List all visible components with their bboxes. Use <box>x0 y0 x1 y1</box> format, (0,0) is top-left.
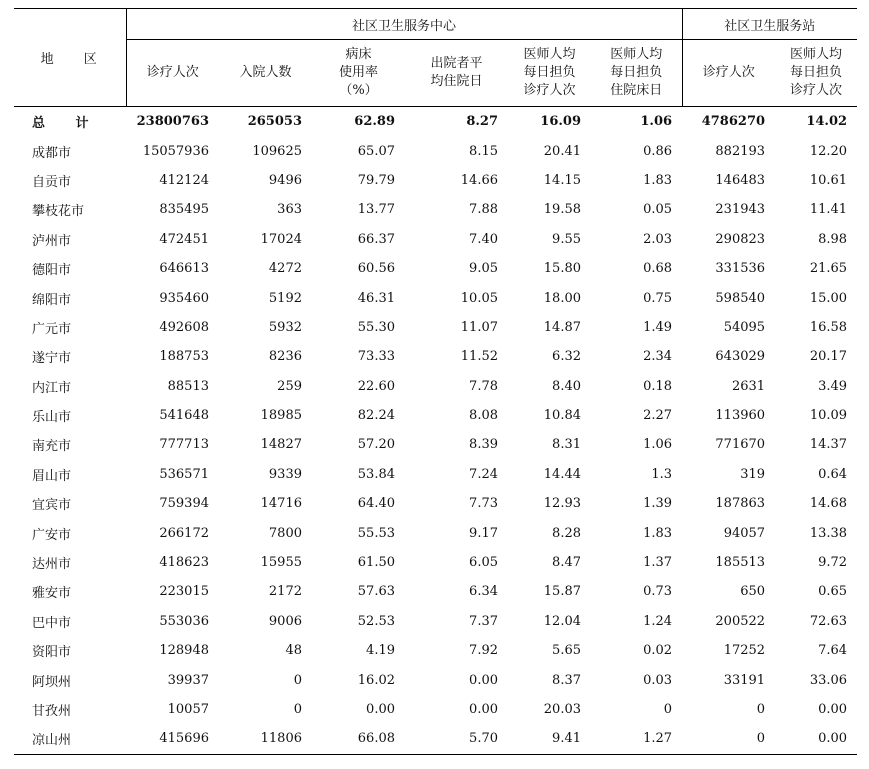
table-cell: 14716 <box>260 496 302 512</box>
row-label: 资阳市 <box>32 645 72 661</box>
table-cell: 0.64 <box>818 466 848 482</box>
row-label: 广安市 <box>32 527 72 543</box>
table-cell: 8.28 <box>552 525 581 541</box>
row-label: 宜宾市 <box>32 498 72 514</box>
table-row <box>14 607 857 636</box>
group-header-station: 社区卫生服务站 <box>682 9 857 40</box>
table-cell: 22.60 <box>357 378 395 394</box>
table-cell: 0 <box>293 672 302 688</box>
table-cell: 8.31 <box>552 437 581 453</box>
table-cell: 7.24 <box>469 466 498 482</box>
table-cell: 55.30 <box>357 319 395 335</box>
table-cell: 79.79 <box>357 172 395 188</box>
table-cell: 0 <box>682 724 775 754</box>
table-cell: 14.02 <box>806 114 848 130</box>
table-cell: 6.32 <box>552 349 581 365</box>
table-cell: 5.65 <box>552 643 581 659</box>
table-cell: 9.05 <box>469 261 498 277</box>
table-cell: 0.00 <box>775 724 857 754</box>
table-cell: 363 <box>277 202 302 218</box>
table-cell: 9496 <box>268 172 302 188</box>
table-cell: 0.00 <box>469 672 498 688</box>
table-cell: 8.47 <box>552 555 581 571</box>
table-row <box>14 430 857 459</box>
table-cell: 0.05 <box>643 202 673 218</box>
table-cell: 412124 <box>159 172 209 188</box>
table-cell: 64.40 <box>357 496 395 512</box>
table-cell: 15.80 <box>543 261 581 277</box>
table-row <box>14 695 857 724</box>
table-cell: 15057936 <box>142 143 209 159</box>
table-cell: 61.50 <box>357 555 395 571</box>
table-row <box>14 254 857 283</box>
table-cell: 62.89 <box>354 114 395 130</box>
table-cell: 16.02 <box>357 672 395 688</box>
table-cell: 20.41 <box>543 143 581 159</box>
table-cell: 259 <box>277 378 302 394</box>
table-cell: 882193 <box>715 143 766 159</box>
table-cell: 5192 <box>268 290 302 306</box>
table-cell: 0.75 <box>643 290 673 306</box>
table-cell: 12.93 <box>543 496 581 512</box>
table-cell: 0.68 <box>643 261 673 277</box>
table-cell: 6.34 <box>469 584 498 600</box>
table-cell: 53.84 <box>357 466 395 482</box>
row-label: 甘孜州 <box>32 704 72 719</box>
table-cell: 72.63 <box>809 613 848 629</box>
table-cell: 8.15 <box>469 143 498 159</box>
table-cell: 15955 <box>260 555 302 571</box>
table-cell: 1.83 <box>643 525 673 541</box>
table-cell: 598540 <box>715 290 766 306</box>
table-row <box>14 577 857 606</box>
table-cell: 14.66 <box>460 172 498 188</box>
row-label: 乐山市 <box>32 410 72 426</box>
table-cell: 185513 <box>715 555 766 571</box>
table-cell: 10.84 <box>543 408 581 424</box>
table-cell: 643029 <box>715 349 766 365</box>
table-cell: 1.49 <box>643 319 673 335</box>
table-row <box>14 225 857 254</box>
table-cell: 128948 <box>159 643 209 659</box>
table-cell: 835495 <box>159 202 209 218</box>
table-cell: 19.58 <box>543 202 581 218</box>
table-cell: 9.55 <box>552 231 581 247</box>
table-cell: 0.00 <box>818 702 848 717</box>
table-cell: 0.86 <box>643 143 673 159</box>
table-cell: 2172 <box>268 584 302 600</box>
table-cell: 1.24 <box>643 613 673 629</box>
table-row <box>14 460 857 489</box>
header-column-row <box>14 40 857 107</box>
table-cell: 57.63 <box>357 584 395 600</box>
table-row <box>14 136 857 165</box>
table-cell: 13.38 <box>809 525 848 541</box>
table-cell: 8.98 <box>818 231 848 247</box>
table-cell: 0.00 <box>469 702 498 717</box>
table-cell: 319 <box>740 466 766 482</box>
column-header: 入院人数 <box>219 40 312 107</box>
region-column-header: 地 区 <box>14 9 126 107</box>
table-cell: 73.33 <box>357 349 395 365</box>
table-cell: 231943 <box>715 202 766 218</box>
row-label: 广元市 <box>32 321 72 337</box>
table-cell: 492608 <box>159 319 209 335</box>
table-cell: 14.15 <box>543 172 581 188</box>
row-label: 雅安市 <box>32 586 72 602</box>
table-cell: 0.18 <box>643 378 673 394</box>
header-group-row <box>14 9 857 40</box>
table-row <box>14 665 857 694</box>
table-cell: 10057 <box>167 702 209 717</box>
table-cell: 18.00 <box>543 290 581 306</box>
table-cell: 541648 <box>159 408 209 424</box>
table-row <box>14 518 857 547</box>
table-cell: 21.65 <box>809 261 848 277</box>
table-cell: 39937 <box>167 672 209 688</box>
table-cell: 60.56 <box>357 261 395 277</box>
table-cell: 52.53 <box>357 613 395 629</box>
table-row <box>14 195 857 224</box>
table-cell: 33.06 <box>809 672 848 688</box>
table-cell: 11806 <box>219 724 312 754</box>
table-row <box>14 636 857 665</box>
table-cell: 4272 <box>268 261 302 277</box>
column-header: 医师人均 每日担负 诊疗人次 <box>508 40 591 107</box>
row-label: 眉山市 <box>32 468 72 484</box>
table-cell: 11.52 <box>460 349 498 365</box>
table-cell: 290823 <box>715 231 766 247</box>
table-cell: 0 <box>663 702 673 717</box>
table-cell: 14.87 <box>543 319 581 335</box>
table-cell: 1.06 <box>643 437 673 453</box>
table-body <box>14 107 857 755</box>
table-cell: 1.06 <box>640 114 673 130</box>
table-cell: 10.05 <box>460 290 498 306</box>
table-cell: 11.41 <box>809 202 848 218</box>
table-row-total <box>14 107 857 137</box>
column-header: 出院者平 均住院日 <box>405 40 508 107</box>
row-label: 南充市 <box>32 439 72 455</box>
row-label: 达州市 <box>32 557 72 573</box>
table-row <box>14 724 857 754</box>
table-cell: 7.78 <box>469 378 498 394</box>
table-cell: 4786270 <box>701 114 766 130</box>
table-cell: 7.40 <box>469 231 498 247</box>
table-row <box>14 489 857 518</box>
table-cell: 66.08 <box>312 724 405 754</box>
table-cell: 418623 <box>159 555 209 571</box>
table-cell: 10.61 <box>809 172 848 188</box>
column-header: 诊疗人次 <box>682 40 775 107</box>
table-cell: 8236 <box>268 349 302 365</box>
column-header: 医师人均 每日担负 住院床日 <box>591 40 682 107</box>
table-cell: 113960 <box>715 408 766 424</box>
group-header-center: 社区卫生服务中心 <box>126 9 682 40</box>
table-cell: 4.19 <box>366 643 395 659</box>
table-cell: 14.68 <box>809 496 848 512</box>
table-cell: 15.00 <box>809 290 848 306</box>
row-label: 内江市 <box>32 380 72 396</box>
table-row <box>14 342 857 371</box>
table-cell: 18985 <box>260 408 302 424</box>
table-cell: 223015 <box>159 584 209 600</box>
table-cell: 8.27 <box>466 114 498 130</box>
table-cell: 1.27 <box>591 724 682 754</box>
table-cell: 0.73 <box>643 584 673 600</box>
table-row <box>14 401 857 430</box>
table-cell: 187863 <box>715 496 766 512</box>
table-row <box>14 372 857 401</box>
table-cell: 20.03 <box>543 702 581 717</box>
table-cell: 0 <box>756 702 766 717</box>
table-cell: 7.37 <box>469 613 498 629</box>
table-cell: 57.20 <box>357 437 395 453</box>
table-cell: 9.17 <box>469 525 498 541</box>
table-cell: 12.20 <box>809 143 848 159</box>
table-cell: 33191 <box>723 672 766 688</box>
table-cell: 16.09 <box>540 114 581 130</box>
table-cell: 0.03 <box>643 672 673 688</box>
column-header: 医师人均 每日担负 诊疗人次 <box>775 40 857 107</box>
table-cell: 8.40 <box>552 378 581 394</box>
table-cell: 14.44 <box>543 466 581 482</box>
table-cell: 265053 <box>247 114 302 130</box>
table-cell: 46.31 <box>357 290 395 306</box>
table-cell: 7.92 <box>469 643 498 659</box>
table-cell: 331536 <box>715 261 766 277</box>
table-cell: 15.87 <box>543 584 581 600</box>
table-cell: 1.39 <box>643 496 673 512</box>
table-cell: 65.07 <box>357 143 395 159</box>
table-row <box>14 313 857 342</box>
row-label: 阿坝州 <box>32 674 72 690</box>
table-cell: 17024 <box>260 231 302 247</box>
table-cell: 7.88 <box>469 202 498 218</box>
table-cell: 5.70 <box>405 724 508 754</box>
table-cell: 771670 <box>715 437 766 453</box>
table-cell: 0.00 <box>366 702 395 717</box>
table-cell: 2.27 <box>643 408 673 424</box>
table-cell: 14.37 <box>809 437 848 453</box>
row-label: 绵阳市 <box>32 292 72 308</box>
row-label: 攀枝花市 <box>32 204 85 220</box>
table-cell: 11.07 <box>460 319 498 335</box>
table-cell: 7.73 <box>469 496 498 512</box>
table-cell: 7800 <box>268 525 302 541</box>
table-cell: 8.39 <box>469 437 498 453</box>
row-label: 德阳市 <box>32 263 72 279</box>
row-label: 遂宁市 <box>32 351 72 367</box>
table-cell: 2.03 <box>643 231 673 247</box>
row-label: 总 计 <box>32 116 102 132</box>
table-cell: 2631 <box>731 378 766 394</box>
table-cell: 9.41 <box>508 724 591 754</box>
table-cell: 266172 <box>159 525 209 541</box>
table-row <box>14 166 857 195</box>
table-cell: 48 <box>285 643 302 659</box>
row-label: 凉山州 <box>14 724 126 754</box>
row-label: 巴中市 <box>32 615 72 631</box>
table-cell: 1.37 <box>643 555 673 571</box>
table-cell: 0.65 <box>818 584 848 600</box>
table-cell: 6.05 <box>469 555 498 571</box>
table-cell: 12.04 <box>543 613 581 629</box>
table-cell: 0.02 <box>643 643 673 659</box>
table-cell: 88513 <box>167 378 209 394</box>
table-cell: 82.24 <box>357 408 395 424</box>
table-cell: 66.37 <box>357 231 395 247</box>
table-cell: 935460 <box>159 290 209 306</box>
table-cell: 9.72 <box>818 555 848 571</box>
table-cell: 10.09 <box>809 408 848 424</box>
health-stats-table <box>14 8 857 755</box>
table-cell: 16.58 <box>809 319 848 335</box>
table-cell: 14827 <box>260 437 302 453</box>
table-cell: 23800763 <box>136 114 209 130</box>
table-cell: 536571 <box>159 466 209 482</box>
table-cell: 415696 <box>126 724 219 754</box>
row-label: 泸州市 <box>32 233 72 249</box>
table-cell: 759394 <box>159 496 209 512</box>
table-cell: 3.49 <box>818 378 848 394</box>
table-cell: 777713 <box>159 437 209 453</box>
table-cell: 54095 <box>723 319 766 335</box>
table-cell: 94057 <box>723 525 766 541</box>
table-cell: 8.08 <box>469 408 498 424</box>
table-cell: 2.34 <box>643 349 673 365</box>
table-cell: 13.77 <box>357 202 395 218</box>
table-cell: 5932 <box>268 319 302 335</box>
table-row <box>14 283 857 312</box>
table-cell: 109625 <box>252 143 302 159</box>
row-label: 成都市 <box>32 145 72 161</box>
table-cell: 472451 <box>159 231 209 247</box>
row-label: 自贡市 <box>32 174 72 190</box>
table-cell: 9339 <box>268 466 302 482</box>
table-cell: 553036 <box>159 613 209 629</box>
table-cell: 200522 <box>715 613 766 629</box>
table-cell: 8.37 <box>552 672 581 688</box>
table-cell: 188753 <box>159 349 209 365</box>
table-cell: 7.64 <box>818 643 848 659</box>
table-cell: 55.53 <box>357 525 395 541</box>
table-cell: 646613 <box>159 261 209 277</box>
table-cell: 17252 <box>723 643 766 659</box>
table-cell: 0 <box>293 702 302 717</box>
column-header: 病床 使用率 （%） <box>312 40 405 107</box>
column-header: 诊疗人次 <box>126 40 219 107</box>
table-cell: 650 <box>740 584 766 600</box>
table-cell: 9006 <box>268 613 302 629</box>
table-row <box>14 548 857 577</box>
table-cell: 1.3 <box>651 466 673 482</box>
table-cell: 1.83 <box>643 172 673 188</box>
table-cell: 20.17 <box>809 349 848 365</box>
table-cell: 146483 <box>715 172 766 188</box>
